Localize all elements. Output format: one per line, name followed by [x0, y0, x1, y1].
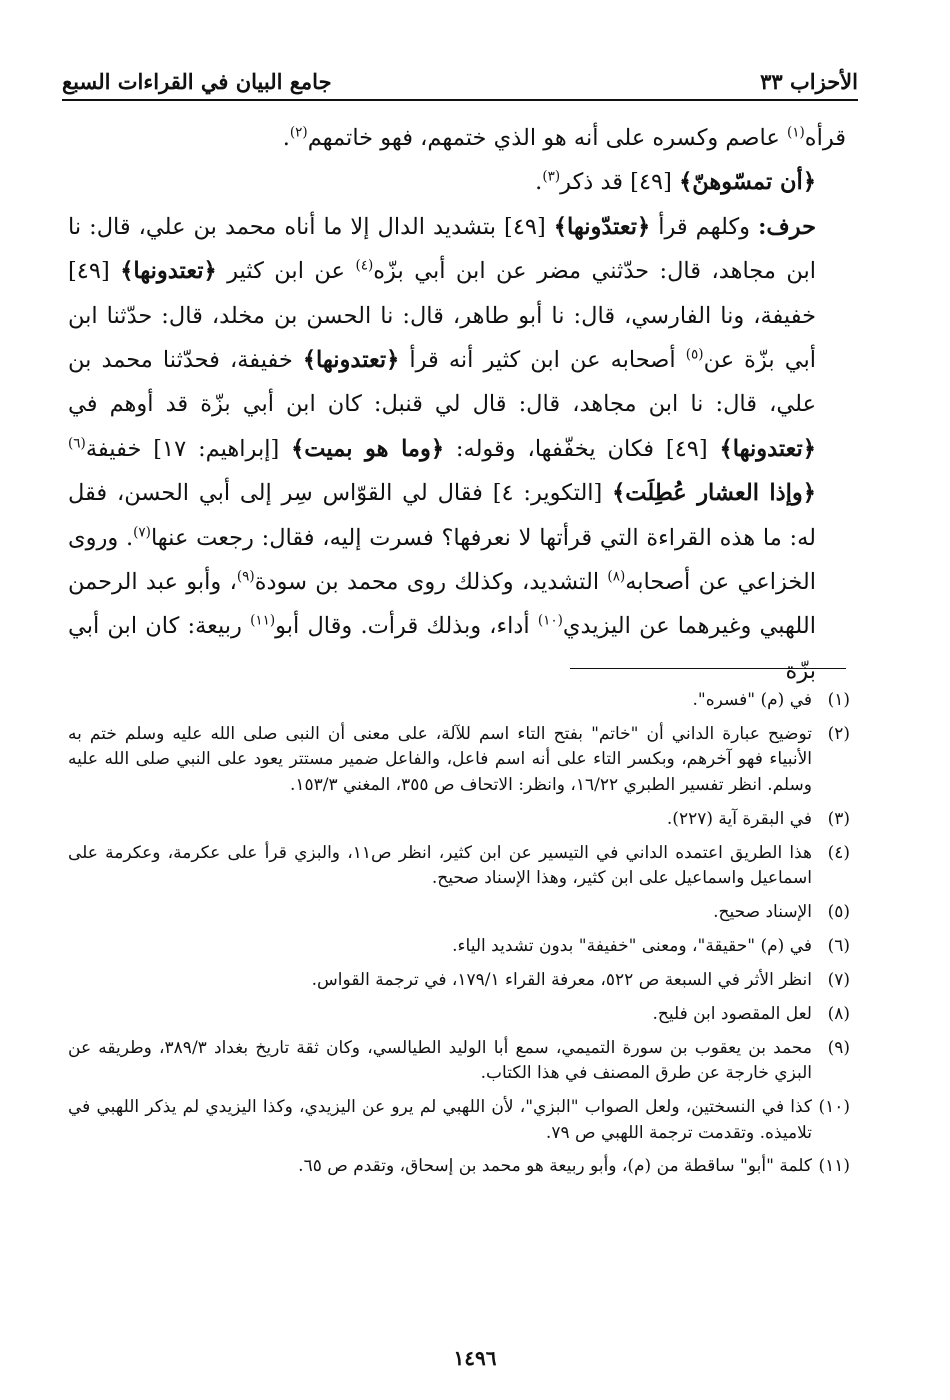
emphasized-text: ﴿تعتدونها﴾: [719, 435, 816, 462]
body-text-run: [٤٩] خفيفة، ونا الفارسي، قال: نا أبو طاهر، قال: نا الحسن بن مخلد، قال: حدّثنا ابن أبي بزّة عن: [68, 258, 816, 374]
footnote-text: الإسناد صحيح.: [713, 902, 812, 923]
footnote: [68, 807, 850, 833]
footnote: [68, 900, 850, 926]
footnote-text: كلمة "أبو" ساقطة من (م)، وأبو ربيعة هو محمد بن إسحاق، وتقدم ص ٦٥.: [298, 1156, 812, 1177]
footnote: [68, 1095, 850, 1146]
emphasized-text: ﴿تعتدونها﴾: [302, 347, 400, 374]
footnote-text: هذا الطريق اعتمده الداني في التيسير عن ابن كثير، انظر ص١١، والبزي قرأ على عكرمة، وعكرمة على اسماعيل واسماعيل على ابن كثير، وهذا الإسناد صحيح.: [68, 842, 812, 889]
footnote-number: (٨): [827, 1003, 850, 1024]
body-text-run: [التكوير: ٤] فقال لي القوّاس سِر إلى أبي الحسن، فقل له: ما هذه القراءة التي قرأتها لا نعرفها؟ فسرت إليه، فقال: رجعت عنها: [68, 480, 817, 551]
running-header: [62, 66, 858, 96]
footnote-number: (٩): [827, 1037, 850, 1058]
footnote-marker: (٦): [68, 435, 86, 452]
body-paragraph: [68, 116, 846, 160]
body-text-run: [٤٩] قد ذكر: [560, 169, 680, 196]
body-text-run: [٤٩] بتشديد الدال إلا ما أناه محمد بن علي، قال: نا ابن مجاهد، قال: حدّثني مضر عن ابن أبي بزّه: [68, 213, 816, 285]
footnote-text: في (م) "حقيقة"، ومعنى "خفيفة" بدون تشديد الياء.: [452, 935, 812, 956]
body-text-run: خفيفة، فحدّثنا محمد بن علي، قال: نا ابن مجاهد، قال: قال لي قنبل: كان ابن أبي بزّة قد أوهم في: [68, 347, 816, 418]
emphasized-text: ﴿تعتدّونها﴾: [553, 213, 651, 240]
body-text-run: .: [535, 169, 543, 196]
footnote-marker: (٤): [355, 257, 374, 274]
footnote-marker: (٢): [289, 124, 308, 141]
footnote-separator: [570, 668, 846, 669]
body-text-run: قرأه: [804, 125, 846, 151]
body-text-run: ، وأبو عبد الرحمن اللهبي وغيرهما عن اليزيدي: [68, 569, 816, 640]
body-text-run: [إبراهيم: ١٧] خفيفة: [85, 435, 292, 462]
footnote: [68, 968, 850, 994]
footnote-marker: (٨): [607, 568, 626, 585]
header-rule: [62, 99, 858, 101]
footnote-marker: (١١): [250, 612, 276, 629]
body-text-run: التشديد، وكذلك روى محمد بن سودة: [254, 569, 608, 596]
body-text-run: ربيعة: كان ابن أبي بزّة: [68, 613, 816, 684]
footnote-marker: (٧): [133, 524, 151, 541]
emphasized-text: ﴿تعتدونها﴾: [120, 258, 217, 285]
footnote-marker: (١٠): [537, 612, 563, 629]
footnote: [68, 841, 850, 892]
footnote-number: (٣): [827, 808, 850, 829]
footnote-marker: (٩): [236, 568, 255, 585]
footnote-text: في (م) "فسره".: [692, 690, 812, 710]
footnote-number: (١١): [818, 1156, 850, 1177]
footnote-text: انظر الأثر في السبعة ص ٥٢٢، معرفة القراء ١٧٩/١، في ترجمة القواس.: [311, 969, 812, 990]
body-text-run: . وروى الخزاعي عن أصحابه: [68, 524, 816, 596]
footnote-text: كذا في النسختين، ولعل الصواب "البزي"، لأن اللهبي لم يرو عن اليزيدي، وكذا اليزيدي لم يذكر اللهبي في تلاميذه. وتقدمت ترجمة اللهبي ص ٧٩.: [68, 1097, 813, 1143]
footnote: [68, 688, 850, 714]
footnote: [68, 1002, 850, 1028]
body-text-run: أداء، وبذلك قرأت. وقال أبو: [275, 613, 538, 640]
footnote-number: (٧): [827, 969, 850, 990]
footnote-marker: (١): [786, 124, 805, 141]
main-text: [68, 116, 846, 693]
book-title: جامع البيان في القراءات السبع: [62, 68, 332, 94]
body-text-run: عاصم وكسره على أنه هو الذي ختمهم، فهو خاتمهم: [307, 125, 787, 151]
body-text-run: .: [282, 125, 290, 151]
footnote-text: محمد بن يعقوب بن سورة التميمي، سمع أبا الوليد الطيالسي، وكان ثقة تاريخ بغداد ٣٨٩/٣، وطريقه عن البزي خارجة عن طرق المصنف في هذا الكتاب.: [68, 1037, 812, 1084]
emphasized-text: حرف:: [758, 213, 817, 240]
footnote-marker: (٣): [542, 168, 561, 185]
section-title: الأحزاب ٣٣: [760, 68, 858, 94]
footnote-text: لعل المقصود ابن فليح.: [652, 1003, 812, 1024]
footnote: [68, 1036, 850, 1087]
body-text-run: أصحابه عن ابن كثير أنه قرأ: [399, 347, 686, 374]
footnote-number: (٤): [827, 842, 850, 863]
footnotes: [68, 688, 850, 1188]
footnote-number: (١٠): [818, 1097, 850, 1118]
body-text-run: وكلهم قرأ: [650, 213, 759, 240]
body-paragraph: [68, 205, 846, 693]
footnote-marker: (٥): [685, 346, 704, 363]
page-number: ١٤٩٦: [453, 1346, 497, 1370]
footnote-text: توضيح عبارة الداني أن "خاتم" بفتح التاء اسم للآلة، على معنى أن النبى صلى الله عليه وسلم ختم به الأنبياء فهو آخرهم، وبكسر التاء على أنه اسم فاعل، والفاعل ضمير مستتر يعود على النبي صلى الله عليه وسلم. انظر تفسير الطبري ١٦/٢٢، وانظر: الاتحاف ص ٣٥٥، المغني ١٥٣/٣.: [68, 723, 812, 795]
body-paragraph: [68, 160, 846, 204]
body-text-run: عن ابن كثير: [216, 258, 356, 285]
footnote-text: في البقرة آية (٢٢٧).: [666, 808, 812, 829]
footnote: [68, 722, 850, 799]
emphasized-text: ﴿وما هو بميت﴾: [291, 435, 445, 462]
footnote-number: (٦): [827, 935, 850, 956]
footnote: [68, 1154, 850, 1180]
footnote-number: (١): [827, 690, 850, 710]
footnote-number: (٥): [827, 902, 850, 923]
footnote: [68, 934, 850, 960]
emphasized-text: ﴿أن تمسّوهنّ﴾: [679, 169, 816, 196]
body-text-run: [٤٩] فكان يخفّفها، وقوله:: [444, 435, 720, 462]
footnote-number: (٢): [827, 723, 850, 744]
emphasized-text: ﴿وإذا العشار عُطِلَت﴾: [612, 480, 816, 507]
